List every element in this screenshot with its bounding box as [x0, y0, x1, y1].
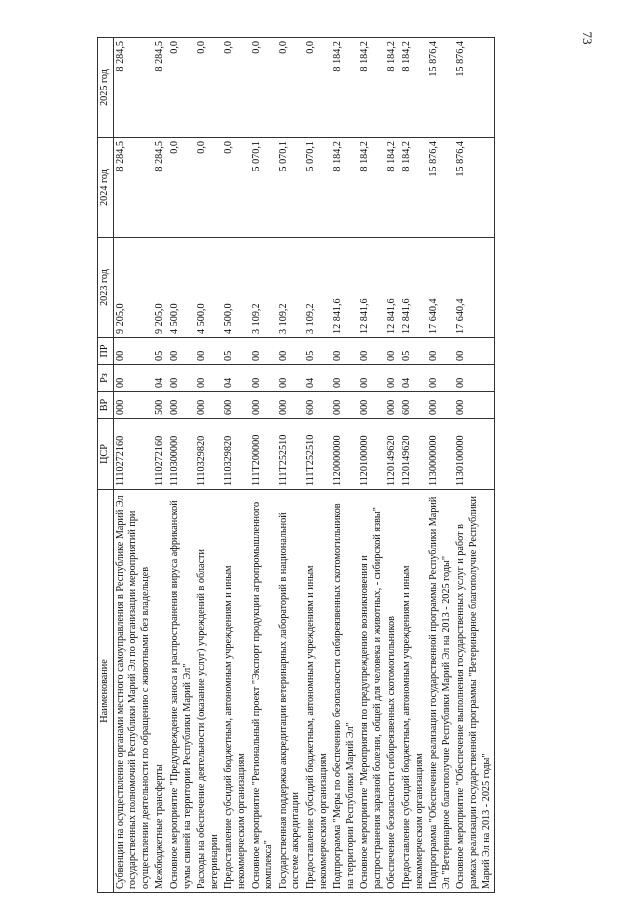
table-row [250, 38, 277, 893]
cell-2024: 8 184,2 [385, 138, 400, 238]
cell-pr: 05 [153, 338, 168, 365]
cell-csr: 1130000000 [427, 419, 454, 490]
cell-vr: 600 [400, 392, 427, 419]
cell-name: Обеспечение безопасности сибиреязвенных скотомогильников [385, 490, 400, 893]
cell-name: Основное мероприятие "Предупреждение заноса и распространения вируса африканской чумы свиней на территории Республики Марий Эл" [168, 490, 195, 893]
cell-2023: 12 841,6 [331, 238, 358, 338]
cell-csr: 1110300000 [168, 419, 195, 490]
cell-name: Подпрограмма "Меры по обеспечению безопасности сибиреязвенных скотомогильников на территории Республики Марий Эл" [331, 490, 358, 893]
cell-2025: 8 184,2 [331, 38, 358, 138]
cell-2024: 8 184,2 [400, 138, 427, 238]
table-row [277, 38, 304, 893]
cell-2023: 4 500,0 [222, 238, 249, 338]
cell-2023: 17 640,4 [427, 238, 454, 338]
cell-2025: 0,0 [250, 38, 277, 138]
cell-2024: 8 284,5 [113, 138, 153, 238]
cell-2024: 5 070,1 [304, 138, 331, 238]
cell-2023: 4 500,0 [195, 238, 222, 338]
cell-2023: 3 109,2 [277, 238, 304, 338]
table-row [113, 38, 153, 893]
header-rz: Рз [98, 365, 114, 392]
cell-csr: 1110272160 [153, 419, 168, 490]
table-body [113, 38, 495, 893]
header-csr: ЦСР [98, 419, 114, 490]
cell-vr: 000 [358, 392, 385, 419]
cell-2025: 8 184,2 [400, 38, 427, 138]
table-row [168, 38, 195, 893]
header-2025: 2025 год [98, 38, 114, 138]
cell-2025: 0,0 [304, 38, 331, 138]
cell-2025: 15 876,4 [454, 38, 494, 138]
header-vr: ВР [98, 392, 114, 419]
cell-vr: 000 [113, 392, 153, 419]
cell-2023: 3 109,2 [250, 238, 277, 338]
cell-2023: 9 205,0 [153, 238, 168, 338]
cell-vr: 600 [222, 392, 249, 419]
header-pr: ПР [98, 338, 114, 365]
cell-2023: 4 500,0 [168, 238, 195, 338]
cell-pr: 00 [113, 338, 153, 365]
cell-rz: 04 [304, 365, 331, 392]
table-row [427, 38, 454, 893]
cell-rz: 00 [331, 365, 358, 392]
cell-csr: 1120100000 [358, 419, 385, 490]
cell-2024: 0,0 [222, 138, 249, 238]
cell-name: Субвенции на осуществление органами местного самоуправления в Республике Марий Эл государственных полномочий Республики Марий Эл по организации мероприятий при осуществлении деятельности по обращению с животными без владельцев [113, 490, 153, 893]
cell-name: Основное мероприятие "Региональный проект "Экспорт продукции агропромышленного комплекса" [250, 490, 277, 893]
header-2023: 2023 год [98, 238, 114, 338]
cell-2024: 0,0 [168, 138, 195, 238]
cell-2024: 8 184,2 [358, 138, 385, 238]
cell-vr: 000 [331, 392, 358, 419]
table-row [454, 38, 494, 893]
cell-pr: 00 [385, 338, 400, 365]
cell-name: Основное мероприятие "Мероприятия по предупреждению возникновения и распространения заразной болезни, общей для человека и животных, - сибирской язвы" [358, 490, 385, 893]
table-row [195, 38, 222, 893]
cell-2025: 0,0 [277, 38, 304, 138]
cell-2025: 0,0 [222, 38, 249, 138]
cell-2025: 8 184,2 [358, 38, 385, 138]
cell-csr: 111T252510 [304, 419, 331, 490]
cell-name: Межбюджетные трансферты [153, 490, 168, 893]
cell-vr: 000 [454, 392, 494, 419]
table-row [400, 38, 427, 893]
table-row [304, 38, 331, 893]
cell-2025: 8 284,5 [113, 38, 153, 138]
cell-2024: 5 070,1 [277, 138, 304, 238]
cell-2024: 8 284,5 [153, 138, 168, 238]
rotated-table-container [97, 41, 617, 893]
table-row [153, 38, 168, 893]
cell-rz: 00 [358, 365, 385, 392]
cell-csr: 1130100000 [454, 419, 494, 490]
table-row [222, 38, 249, 893]
cell-2025: 0,0 [195, 38, 222, 138]
header-2024: 2024 год [98, 138, 114, 238]
cell-name: Государственная поддержка аккредитации ветеринарных лабораторий в национальной системе аккредитации [277, 490, 304, 893]
cell-vr: 600 [304, 392, 331, 419]
budget-table [97, 37, 495, 893]
cell-2025: 8 284,5 [153, 38, 168, 138]
cell-vr: 000 [250, 392, 277, 419]
cell-rz: 00 [454, 365, 494, 392]
cell-2024: 15 876,4 [454, 138, 494, 238]
cell-pr: 00 [427, 338, 454, 365]
cell-2023: 12 841,6 [385, 238, 400, 338]
cell-2023: 3 109,2 [304, 238, 331, 338]
cell-name: Предоставление субсидий бюджетным, автономным учреждениям и иным некоммерческим организациям [222, 490, 249, 893]
cell-rz: 00 [250, 365, 277, 392]
cell-name: Предоставление субсидий бюджетным, автономным учреждениям и иным некоммерческим организациям [400, 490, 427, 893]
cell-pr: 00 [195, 338, 222, 365]
cell-name: Предоставление субсидий бюджетным, автономным учреждениям и иным некоммерческим организациям [304, 490, 331, 893]
table-row [358, 38, 385, 893]
cell-rz: 00 [385, 365, 400, 392]
cell-2024: 0,0 [195, 138, 222, 238]
cell-csr: 1120149620 [385, 419, 400, 490]
cell-rz: 00 [168, 365, 195, 392]
cell-2025: 8 184,2 [385, 38, 400, 138]
cell-2023: 12 841,6 [358, 238, 385, 338]
cell-name: Основное мероприятие "Обеспечение выполнения государственных услуг и работ в рамках реализации государственной программы "Ветеринарное благополучие Республики Марий Эл на 2013 - 2025 годы" [454, 490, 494, 893]
table-header [98, 38, 114, 893]
cell-2024: 5 070,1 [250, 138, 277, 238]
cell-vr: 000 [168, 392, 195, 419]
cell-vr: 000 [385, 392, 400, 419]
cell-rz: 00 [195, 365, 222, 392]
cell-rz: 04 [153, 365, 168, 392]
cell-2024: 15 876,4 [427, 138, 454, 238]
cell-pr: 00 [358, 338, 385, 365]
cell-rz: 00 [277, 365, 304, 392]
cell-pr: 00 [250, 338, 277, 365]
table-row [331, 38, 358, 893]
cell-pr: 00 [277, 338, 304, 365]
cell-csr: 111T200000 [250, 419, 277, 490]
cell-name: Подпрограмма "Обеспечение реализации государственной программы Республики Марий Эл "Ветеринарное благополучие Республики Марий Эл на 2013 - 2025 годы" [427, 490, 454, 893]
cell-pr: 05 [304, 338, 331, 365]
cell-2023: 12 841,6 [400, 238, 427, 338]
header-name: Наименование [98, 490, 114, 893]
cell-rz: 04 [222, 365, 249, 392]
cell-csr: 1110329820 [195, 419, 222, 490]
cell-csr: 1110272160 [113, 419, 153, 490]
cell-csr: 111T252510 [277, 419, 304, 490]
cell-pr: 05 [400, 338, 427, 365]
cell-rz: 04 [400, 365, 427, 392]
cell-pr: 05 [222, 338, 249, 365]
cell-2025: 0,0 [168, 38, 195, 138]
table-row [385, 38, 400, 893]
cell-pr: 00 [168, 338, 195, 365]
cell-vr: 500 [153, 392, 168, 419]
cell-csr: 1120000000 [331, 419, 358, 490]
cell-rz: 00 [113, 365, 153, 392]
cell-pr: 00 [454, 338, 494, 365]
page-number: 73 [580, 31, 595, 45]
cell-vr: 000 [195, 392, 222, 419]
cell-csr: 1110329820 [222, 419, 249, 490]
cell-2023: 9 205,0 [113, 238, 153, 338]
cell-rz: 00 [427, 365, 454, 392]
cell-2025: 15 876,4 [427, 38, 454, 138]
cell-vr: 000 [427, 392, 454, 419]
cell-pr: 00 [331, 338, 358, 365]
cell-name: Расходы на обеспечение деятельности (оказание услуг) учреждений в области ветеринарии [195, 490, 222, 893]
cell-vr: 000 [277, 392, 304, 419]
cell-2023: 17 640,4 [454, 238, 494, 338]
cell-2024: 8 184,2 [331, 138, 358, 238]
cell-csr: 1120149620 [400, 419, 427, 490]
